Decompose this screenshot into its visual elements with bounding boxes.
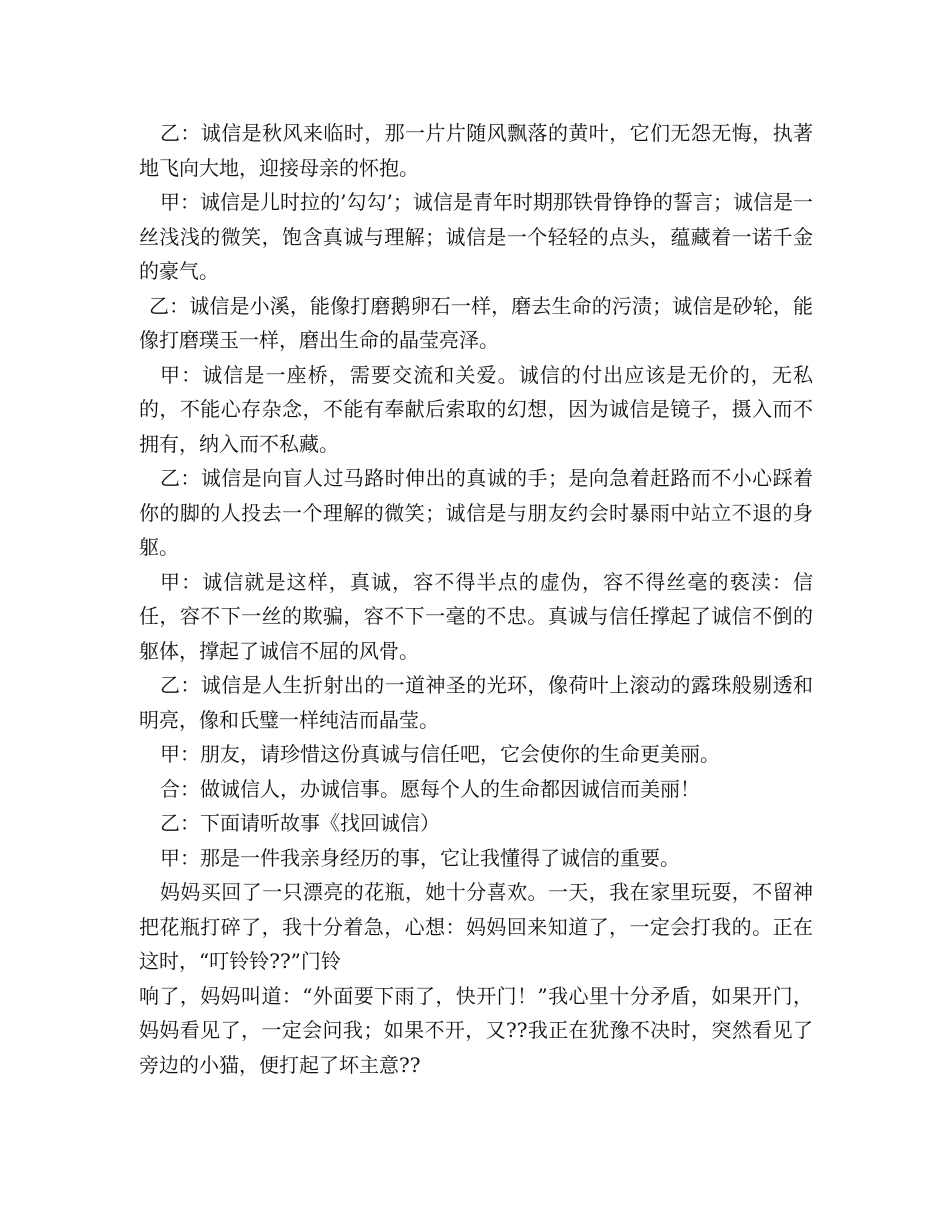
paragraph-7: 乙：诚信是人生折射出的一道神圣的光环，像荷叶上滚动的露珠般剔透和明亮，像和氏璧一样纯洁而晶莹。 [139, 673, 813, 732]
paragraph-1: 乙：诚信是秋风来临时，那一片片随风飘落的黄叶，它们无怨无悔，执著地飞向大地，迎接母亲的怀抱。 [139, 121, 813, 180]
paragraph-2: 甲：诚信是儿时拉的’勾勾’；诚信是青年时期那铁骨铮铮的誓言；诚信是一丝浅浅的微笑，饱含真诚与理解；诚信是一个轻轻的点头，蕴藏着一诺千金的豪气。 [139, 190, 813, 283]
paragraph-9: 合：做诚信人，办诚信事。愿每个人的生命都因诚信而美丽！ [160, 776, 700, 801]
paragraph-3: 乙：诚信是小溪，能像打磨鹅卵石一样，磨去生命的污渍；诚信是砂轮，能像打磨璞玉一样，磨出生命的晶莹亮泽。 [139, 293, 813, 352]
paragraph-13: 响了，妈妈叫道：“外面要下雨了，快开门！”我心里十分矛盾，如果开门，妈妈看见了，一定会问我；如果不开，又??我正在犹豫不决时，突然看见了旁边的小猫，便打起了坏主意?? [139, 983, 813, 1077]
paragraph-12: 妈妈买回了一只漂亮的花瓶，她十分喜欢。一天，我在家里玩耍，不留神把花瓶打碎了，我十分着急，心想：妈妈回来知道了，一定会打我的。正在这时，“叮铃铃??”门铃 [139, 880, 813, 973]
document-body [139, 116, 813, 1082]
paragraph-6: 甲：诚信就是这样，真诚，容不得半点的虚伪，容不得丝毫的亵渎：信任，容不下一丝的欺骗，容不下一毫的不忠。真诚与信任撑起了诚信不倒的躯体，撑起了诚信不屈的风骨。 [139, 569, 813, 663]
paragraph-11: 甲：那是一件我亲身经历的事，它让我懂得了诚信的重要。 [160, 845, 680, 870]
paragraph-10: 乙：下面请听故事《找回诚信） [160, 811, 440, 835]
paragraph-8: 甲：朋友，请珍惜这份真诚与信任吧，它会使你的生命更美丽。 [160, 742, 720, 766]
paragraph-5: 乙：诚信是向盲人过马路时伸出的真诚的手；是向急着赶路而不小心踩着你的脚的人投去一个理解的微笑；诚信是与朋友约会时暴雨中站立不退的身躯。 [139, 466, 813, 559]
paragraph-4: 甲：诚信是一座桥，需要交流和关爱。诚信的付出应该是无价的，无私的，不能心存杂念，不能有奉献后索取的幻想，因为诚信是镜子，摄入而不拥有，纳入而不私藏。 [139, 362, 813, 456]
